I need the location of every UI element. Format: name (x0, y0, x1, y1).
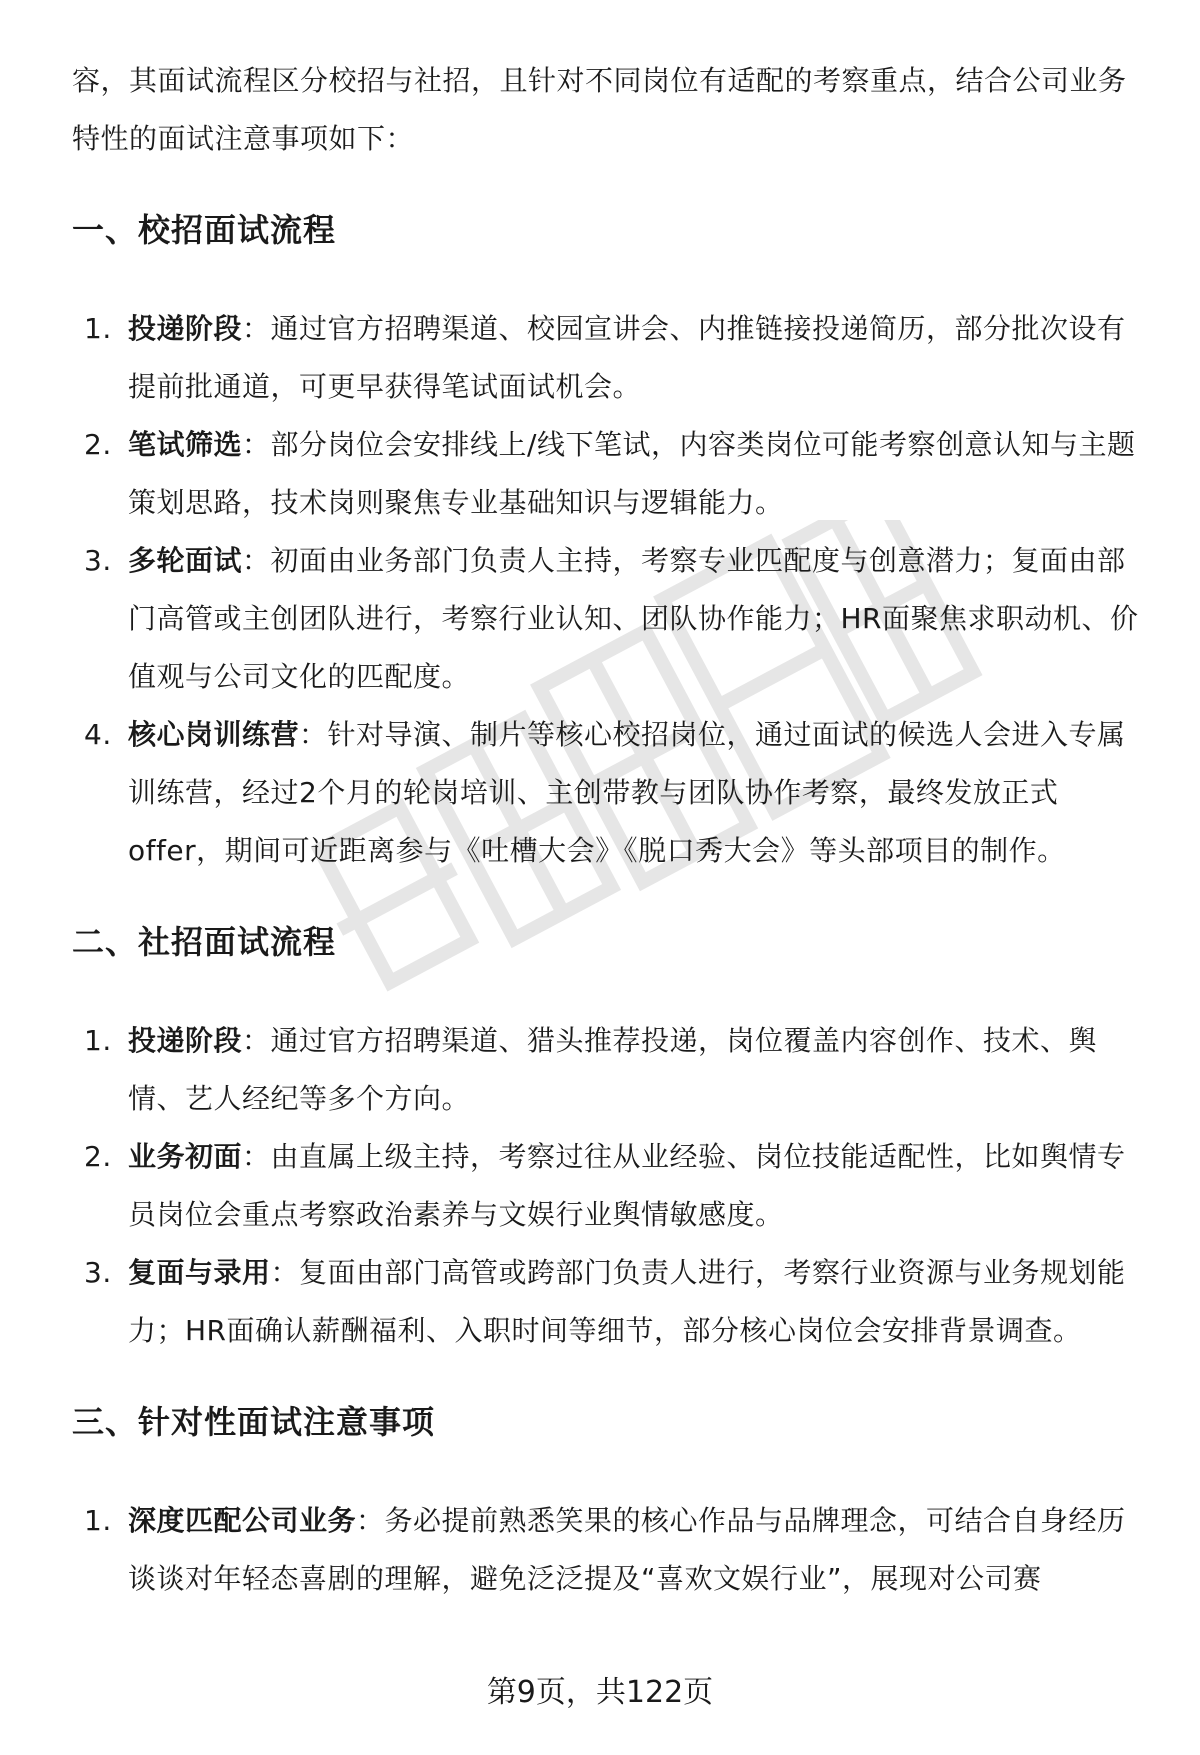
social-process-list (72, 1012, 1152, 1360)
tips-list (72, 1492, 1152, 1608)
page-number-footer: 第9页，共122页 (486, 1675, 714, 1710)
list-item: 1. 投递阶段：通过官方招聘渠道、校园宣讲会、内推链接投递简历，部分批次设有提前批通道，可更早获得笔试面试机会。 (84, 312, 1126, 403)
campus-process-list (72, 300, 1152, 880)
list-item: 3. 复面与录用：复面由部门高管或跨部门负责人进行，考察行业资源与业务规划能力；HR面确认薪酬福利、入职时间等细节，部分核心岗位会安排背景调查。 (84, 1256, 1126, 1347)
list-item: 3. 多轮面试：初面由业务部门负责人主持，考察专业匹配度与创意潜力；复面由部门高管或主创团队进行，考察行业认知、团队协作能力；HR面聚焦求职动机、价值观与公司文化的匹配度。 (84, 544, 1139, 693)
list-item: 4. 核心岗训练营：针对导演、制片等核心校招岗位，通过面试的候选人会进入专属训练营，经过2个月的轮岗培训、主创带教与团队协作考察，最终发放正式offer，期间可近距离参与《吐槽大会》《脱口秀大会》等头部项目的制作。 (84, 718, 1126, 867)
list-item: 1. 投递阶段：通过官方招聘渠道、猎头推荐投递，岗位覆盖内容创作、技术、舆情、艺人经纪等多个方向。 (84, 1024, 1098, 1115)
document-body (72, 52, 1152, 1608)
section-heading-tips: 三、针对性面试注意事项 (72, 1403, 436, 1441)
list-item: 2. 业务初面：由直属上级主持，考察过往从业经验、岗位技能适配性，比如舆情专员岗位会重点考察政治素养与文娱行业舆情敏感度。 (84, 1140, 1126, 1231)
section-heading-campus: 一、校招面试流程 (72, 211, 337, 249)
list-item: 1. 深度匹配公司业务：务必提前熟悉笑果的核心作品与品牌理念，可结合自身经历谈谈对年轻态喜剧的理解，避免泛泛提及“喜欢文娱行业”，展现对公司赛 (84, 1504, 1126, 1595)
section-heading-social: 二、社招面试流程 (72, 923, 337, 961)
list-item: 2. 笔试筛选：部分岗位会安排线上/线下笔试，内容类岗位可能考察创意认知与主题策划思路，技术岗则聚焦专业基础知识与逻辑能力。 (84, 428, 1136, 519)
intro-paragraph: 容，其面试流程区分校招与社招，且针对不同岗位有适配的考察重点，结合公司业务特性的面试注意事项如下： (72, 64, 1127, 155)
